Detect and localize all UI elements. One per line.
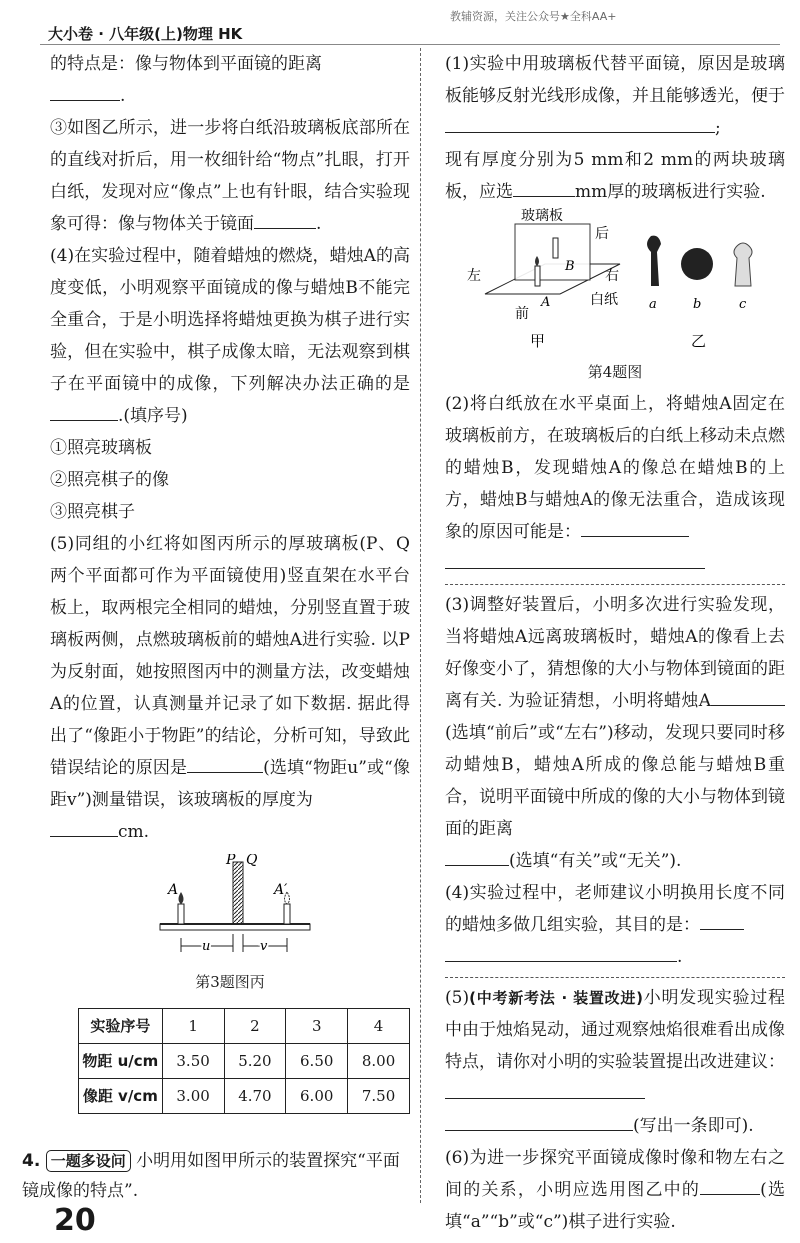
knight-piece-icon <box>647 236 661 286</box>
row-label-object-distance: 物距 u/cm <box>79 1044 163 1079</box>
candle-a <box>535 266 540 286</box>
label-a: A <box>168 882 179 898</box>
option-1: ①照亮玻璃板 <box>50 438 152 458</box>
q3-part5 <box>50 528 410 848</box>
label-a-prime: A′ <box>274 882 288 898</box>
q3-line1: 的特点是：像与物体到平面镜的距离 <box>50 54 322 74</box>
flame-icon <box>179 892 184 904</box>
figure-4 <box>445 208 785 356</box>
q4-part2 <box>445 388 785 580</box>
table-row <box>79 1079 410 1114</box>
answer-blank[interactable] <box>711 687 785 706</box>
answer-blank[interactable] <box>581 518 689 537</box>
answer-blank[interactable] <box>445 1080 645 1099</box>
label-p: P <box>226 854 236 868</box>
label-piece-c: c <box>739 297 747 312</box>
period: . <box>120 86 126 106</box>
q4-part1b-end: mm厚的玻璃板进行实验. <box>575 182 766 202</box>
label-back: 后 <box>595 226 609 242</box>
label-u: u <box>202 939 211 954</box>
label-a: A <box>541 295 551 310</box>
q3-part4-text: (4)在实验过程中，随着蜡烛的燃烧，蜡烛A的高度变低，小明观察平面镜成的像与蜡烛B不能完全重合，于是小明选择将蜡烛更换为棋子进行实验，但在实验中，棋子成像太暗，无法观察到棋子在平面镜中的成像，下列解决办法正确的是 <box>50 246 410 394</box>
table-cell: 8.00 <box>348 1044 410 1079</box>
label-paper: 白纸 <box>590 292 618 308</box>
left-column <box>50 48 410 1114</box>
multi-question-badge: 一题多设问 <box>46 1150 131 1172</box>
q4-part3 <box>445 589 785 877</box>
q4-part5-end: (写出一条即可). <box>633 1116 754 1136</box>
pawn-piece-icon <box>734 243 752 286</box>
answer-blank[interactable] <box>700 1176 760 1195</box>
answer-blank[interactable] <box>254 210 316 229</box>
column-divider <box>420 48 421 1203</box>
separator <box>445 584 785 585</box>
question-4-number: 4. <box>22 1151 41 1171</box>
new-exam-tag: (中考新考法 · 装置改进) <box>469 989 643 1007</box>
row-label-image-distance: 像距 v/cm <box>79 1079 163 1114</box>
label-q: Q <box>246 854 258 868</box>
q4-part5-text: 小明发现实验过程中由于烛焰晃动，通过观察烛焰很难看出成像特点，请你对小明的实验装置提出改进建议： <box>445 988 786 1072</box>
page-header <box>30 6 790 43</box>
candle-b <box>553 238 558 258</box>
q3-blank-line <box>50 80 410 112</box>
answer-blank[interactable] <box>50 82 120 101</box>
q4-part1 <box>445 48 785 144</box>
q3-part3 <box>50 112 410 240</box>
answer-blank[interactable] <box>445 847 509 866</box>
q4-part1b <box>445 144 785 208</box>
measurement-table <box>78 1008 410 1114</box>
q4-part6-end: (选填“a”“b”或“c”)棋子进行实验. <box>445 1180 785 1232</box>
right-column <box>445 48 785 1238</box>
q3-part5-text: (5)同组的小红将如图丙所示的厚玻璃板(P、Q两个平面都可作为平面镜使用)竖直架在水平台板上，取两根完全相同的蜡烛，分别竖直置于玻璃板两侧，点燃玻璃板前的蜡烛A进行实验. 以P为反射面，她按照图丙中的测量方法，改变蜡烛A的位置，认真测量并记录了如下数据. 据此得出了“像距小于物距”的结论，分析可知，导致此错误结论的原因是 <box>50 534 410 778</box>
page-number: 20 <box>54 1203 96 1238</box>
label-piece-a: a <box>649 297 657 312</box>
q3-part4-end: .(填序号) <box>118 406 188 426</box>
table-col-header: 3 <box>286 1009 348 1044</box>
table-cell: 4.70 <box>224 1079 286 1114</box>
table-col-header: 4 <box>348 1009 410 1044</box>
table-cell: 6.50 <box>286 1044 348 1079</box>
answer-blank[interactable] <box>513 178 575 197</box>
q4-part4 <box>445 877 785 973</box>
period: . <box>316 214 322 234</box>
answer-blank[interactable] <box>700 911 744 930</box>
q4-part5 <box>445 982 785 1142</box>
q3-continuation <box>50 48 410 80</box>
table-cell: 6.00 <box>286 1079 348 1114</box>
q4-part5-number: (5) <box>445 988 470 1008</box>
table-cell: 3.50 <box>162 1044 224 1079</box>
figure-4-caption: 第4题图 <box>587 363 643 381</box>
answer-blank[interactable] <box>50 818 118 837</box>
label-v: v <box>260 939 268 954</box>
table-col-header: 1 <box>162 1009 224 1044</box>
answer-blank[interactable] <box>445 114 715 133</box>
q4-part4-text: (4)实验过程中，老师建议小明换用长度不同的蜡烛多做几组实验，其目的是： <box>445 883 785 935</box>
semicolon: ; <box>715 118 721 138</box>
q4-part1b-text: 现有厚度分别为5 mm和2 mm的两块玻璃板，应选 <box>445 150 785 202</box>
table-cell: 3.00 <box>162 1079 224 1114</box>
q4-part6 <box>445 1142 785 1238</box>
q3-part5-end: cm. <box>118 822 150 842</box>
figure-3-bing <box>50 854 410 966</box>
label-left: 左 <box>467 268 481 284</box>
q4-part6-text: (6)为进一步探究平面镜成像时像和物左右之间的关系，小明应选用图乙中的 <box>445 1148 785 1200</box>
separator <box>445 977 785 978</box>
header-rule <box>40 44 780 45</box>
option-3: ③照亮棋子 <box>50 502 135 522</box>
label-front: 前 <box>515 306 529 322</box>
q4-part3-mid: (选填“前后”或“左右”)移动，发现只要同时移动蜡烛B，蜡烛A所成的像总能与蜡烛B重合，说明平面镜中所成的像的大小与物体到镜面的距离 <box>445 723 785 839</box>
figure-3-caption: 第3题图丙 <box>195 973 265 991</box>
q4-part3-text: (3)调整好装置后，小明多次进行实验发现，当将蜡烛A远离玻璃板时，蜡烛A的像看上去好像变小了，猜想像的大小与物体到镜面的距离有关. 为验证猜想，小明将蜡烛A <box>445 595 785 711</box>
answer-blank[interactable] <box>445 1112 633 1131</box>
watermark-text: 教辅资源，关注公众号★全科AA+ <box>450 10 617 23</box>
thick-glass-diagram <box>50 854 410 966</box>
table-row <box>79 1044 410 1079</box>
table-row <box>79 1009 410 1044</box>
question-4-text: 小明用如图甲所示的装置探究“平面镜成像的特点”. <box>22 1151 400 1201</box>
label-b: B <box>565 259 575 274</box>
answer-blank[interactable] <box>445 943 677 962</box>
q4-part2-text: (2)将白纸放在水平桌面上，将蜡烛A固定在玻璃板前方，在玻璃板后的白纸上移动未点燃的蜡烛B，发现蜡烛A的像总在蜡烛B的上方，蜡烛B与蜡烛A的像无法重合，造成该现象的原因可能是： <box>445 394 785 542</box>
q3-part5-mid: (选填“物距u”或“像距v”)测量错误，该玻璃板的厚度为 <box>50 758 411 810</box>
question-4-intro <box>22 1146 412 1206</box>
answer-blank[interactable] <box>445 550 705 569</box>
table-cell: 5.20 <box>224 1044 286 1079</box>
candle-a-image <box>284 904 290 924</box>
label-yi: 乙 <box>691 332 707 350</box>
answer-blank[interactable] <box>187 754 263 773</box>
q4-part1-text: (1)实验中用玻璃板代替平面镜，原因是玻璃板能够反射光线形成像，并且能够透光，便于 <box>445 54 785 106</box>
candle-a <box>178 904 184 924</box>
q3-part3-text: ③如图乙所示，进一步将白纸沿玻璃板底部所在的直线对折后，用一枚细针给“物点”扎眼，打开白纸，发现对应“像点”上也有针眼，结合实验现象可得：像与物体关于镜面 <box>50 118 410 234</box>
book-title: 大小卷 · 八年级(上)物理 HK <box>48 25 243 43</box>
label-jia: 甲 <box>530 332 546 350</box>
option-2: ②照亮棋子的像 <box>50 470 169 490</box>
q4-part3-end: (选填“有关”或“无关”). <box>509 851 682 871</box>
answer-blank[interactable] <box>50 402 118 421</box>
table-col-header: 2 <box>224 1009 286 1044</box>
table-header-label: 实验序号 <box>79 1009 163 1044</box>
table-cell: 7.50 <box>348 1079 410 1114</box>
mirror-setup-diagram <box>445 208 785 356</box>
label-right: 右 <box>605 268 619 284</box>
round-piece-icon <box>681 248 713 280</box>
label-piece-b: b <box>693 297 702 312</box>
label-glass: 玻璃板 <box>521 208 563 224</box>
period: . <box>677 947 683 967</box>
q3-part4 <box>50 240 410 432</box>
